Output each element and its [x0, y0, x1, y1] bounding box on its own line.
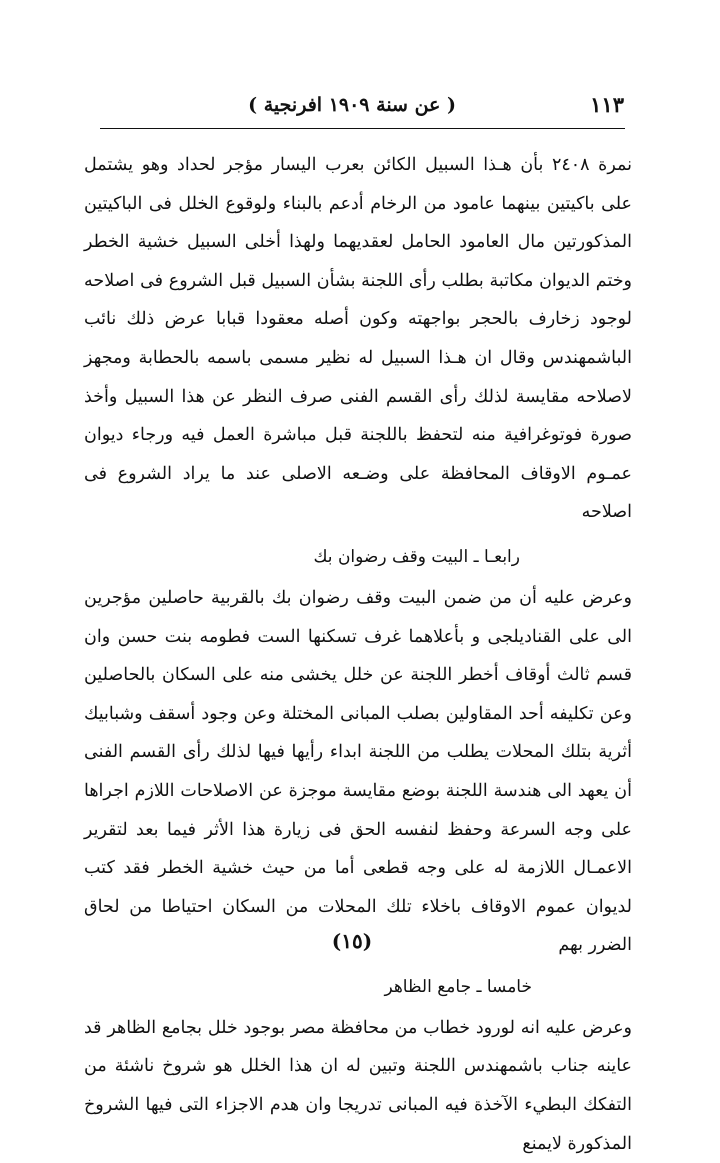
paragraph-radwan-bey-house: وعرض عليه أن من ضمن البيت وقف رضوان بك بالقربية حاصلين مؤجرين الى على القناديلجى و بأعلاهما غرف تسكنها الست فطومه بنت حسن وان قسم ثالث أوقاف أخطر اللجنة عن خلل يخشى منه على السكان بالحاصلين وعن تكليفه أحد المقاولين بصلب المبانى المختلة وعن وجود أسقف وشبابيك أثرية بتلك المحلات يطلب من اللجنة ابداء رأيها فيها لذلك رأى القسم الفنى أن يعهد الى هندسة اللجنة بوضع مقايسة موجزة عن الاصلاحات اللازم اجراها على وجه السرعة وحفظ لنفسه الحق فى زيارة هذا الأثر فيما بعد لتقرير الاعمـال اللازمة له على وجه قطعى أما من حيث خشية الخطر فقد كتب لديوان عموم الاوقاف باخلاء تلك المحلات من السكان احتياطا من لحاق الضرر بهم	[84, 587, 632, 956]
paragraph-zahir-mosque: وعرض عليه انه لورود خطاب من محافظة مصر بوجود خلل بجامع الظاهر قد عاينه جناب باشمهندس اللجنة وتبين له ان هذا الخلل هو شروخ ناشئة من التفكك البطيء الآخذة فيه المبانى تدريجا وان هدم الاجزاء التى فيها الشروخ المذكورة لايمنع	[84, 1017, 632, 1154]
footer-signature-number: (١٥)	[331, 929, 373, 953]
section-heading-fifth: خامسا ـ جامع الظاهر	[384, 976, 532, 997]
page-header	[112, 92, 624, 128]
header-page-number: ١١٣	[590, 92, 624, 117]
page-body	[84, 146, 632, 1163]
paragraph-sabil: نمرة ٢٤٠٨ بأن هـذا السبيل الكائن بعرب اليسار مؤجر لحداد وهو يشتمل على باكيتين بينهما عامود من الرخام أدعم بالبناء ولوقوع الخلل فى الباكيتين المذكورتين مال العامود الحامل لعقديهما ولهذا أخلى السبيل خشية الخطر وختم الديوان مكاتبة بطلب رأى اللجنة بشأن السبيل قبل الشروع فى اصلاحه لوجود زخارف بالحجر بواجهته وكون أصله معقودا قبابا عرض ذلك نائب الباشمهندس وقال ان هـذا السبيل له نظير مسمى باسمه بالحطابة ومجهز لاصلاحه مقايسة لذلك رأى القسم الفنى صرف النظر عن هذا السبيل وأخذ صورة فوتوغرافية منه لتحفظ باللجنة قبل مباشرة العمل فيه ورجاء ديوان عمـوم الاوقاف المحافظة على وضـعه الاصلى عند ما يراد الشروع فى اصلاحه	[84, 155, 632, 523]
header-divider	[100, 128, 625, 129]
section-heading-fourth: رابعـا ـ البيت وقف رضوان بك	[313, 546, 520, 567]
header-title: ( عن سنة ١٩٠٩ افرنجية )	[248, 94, 456, 116]
